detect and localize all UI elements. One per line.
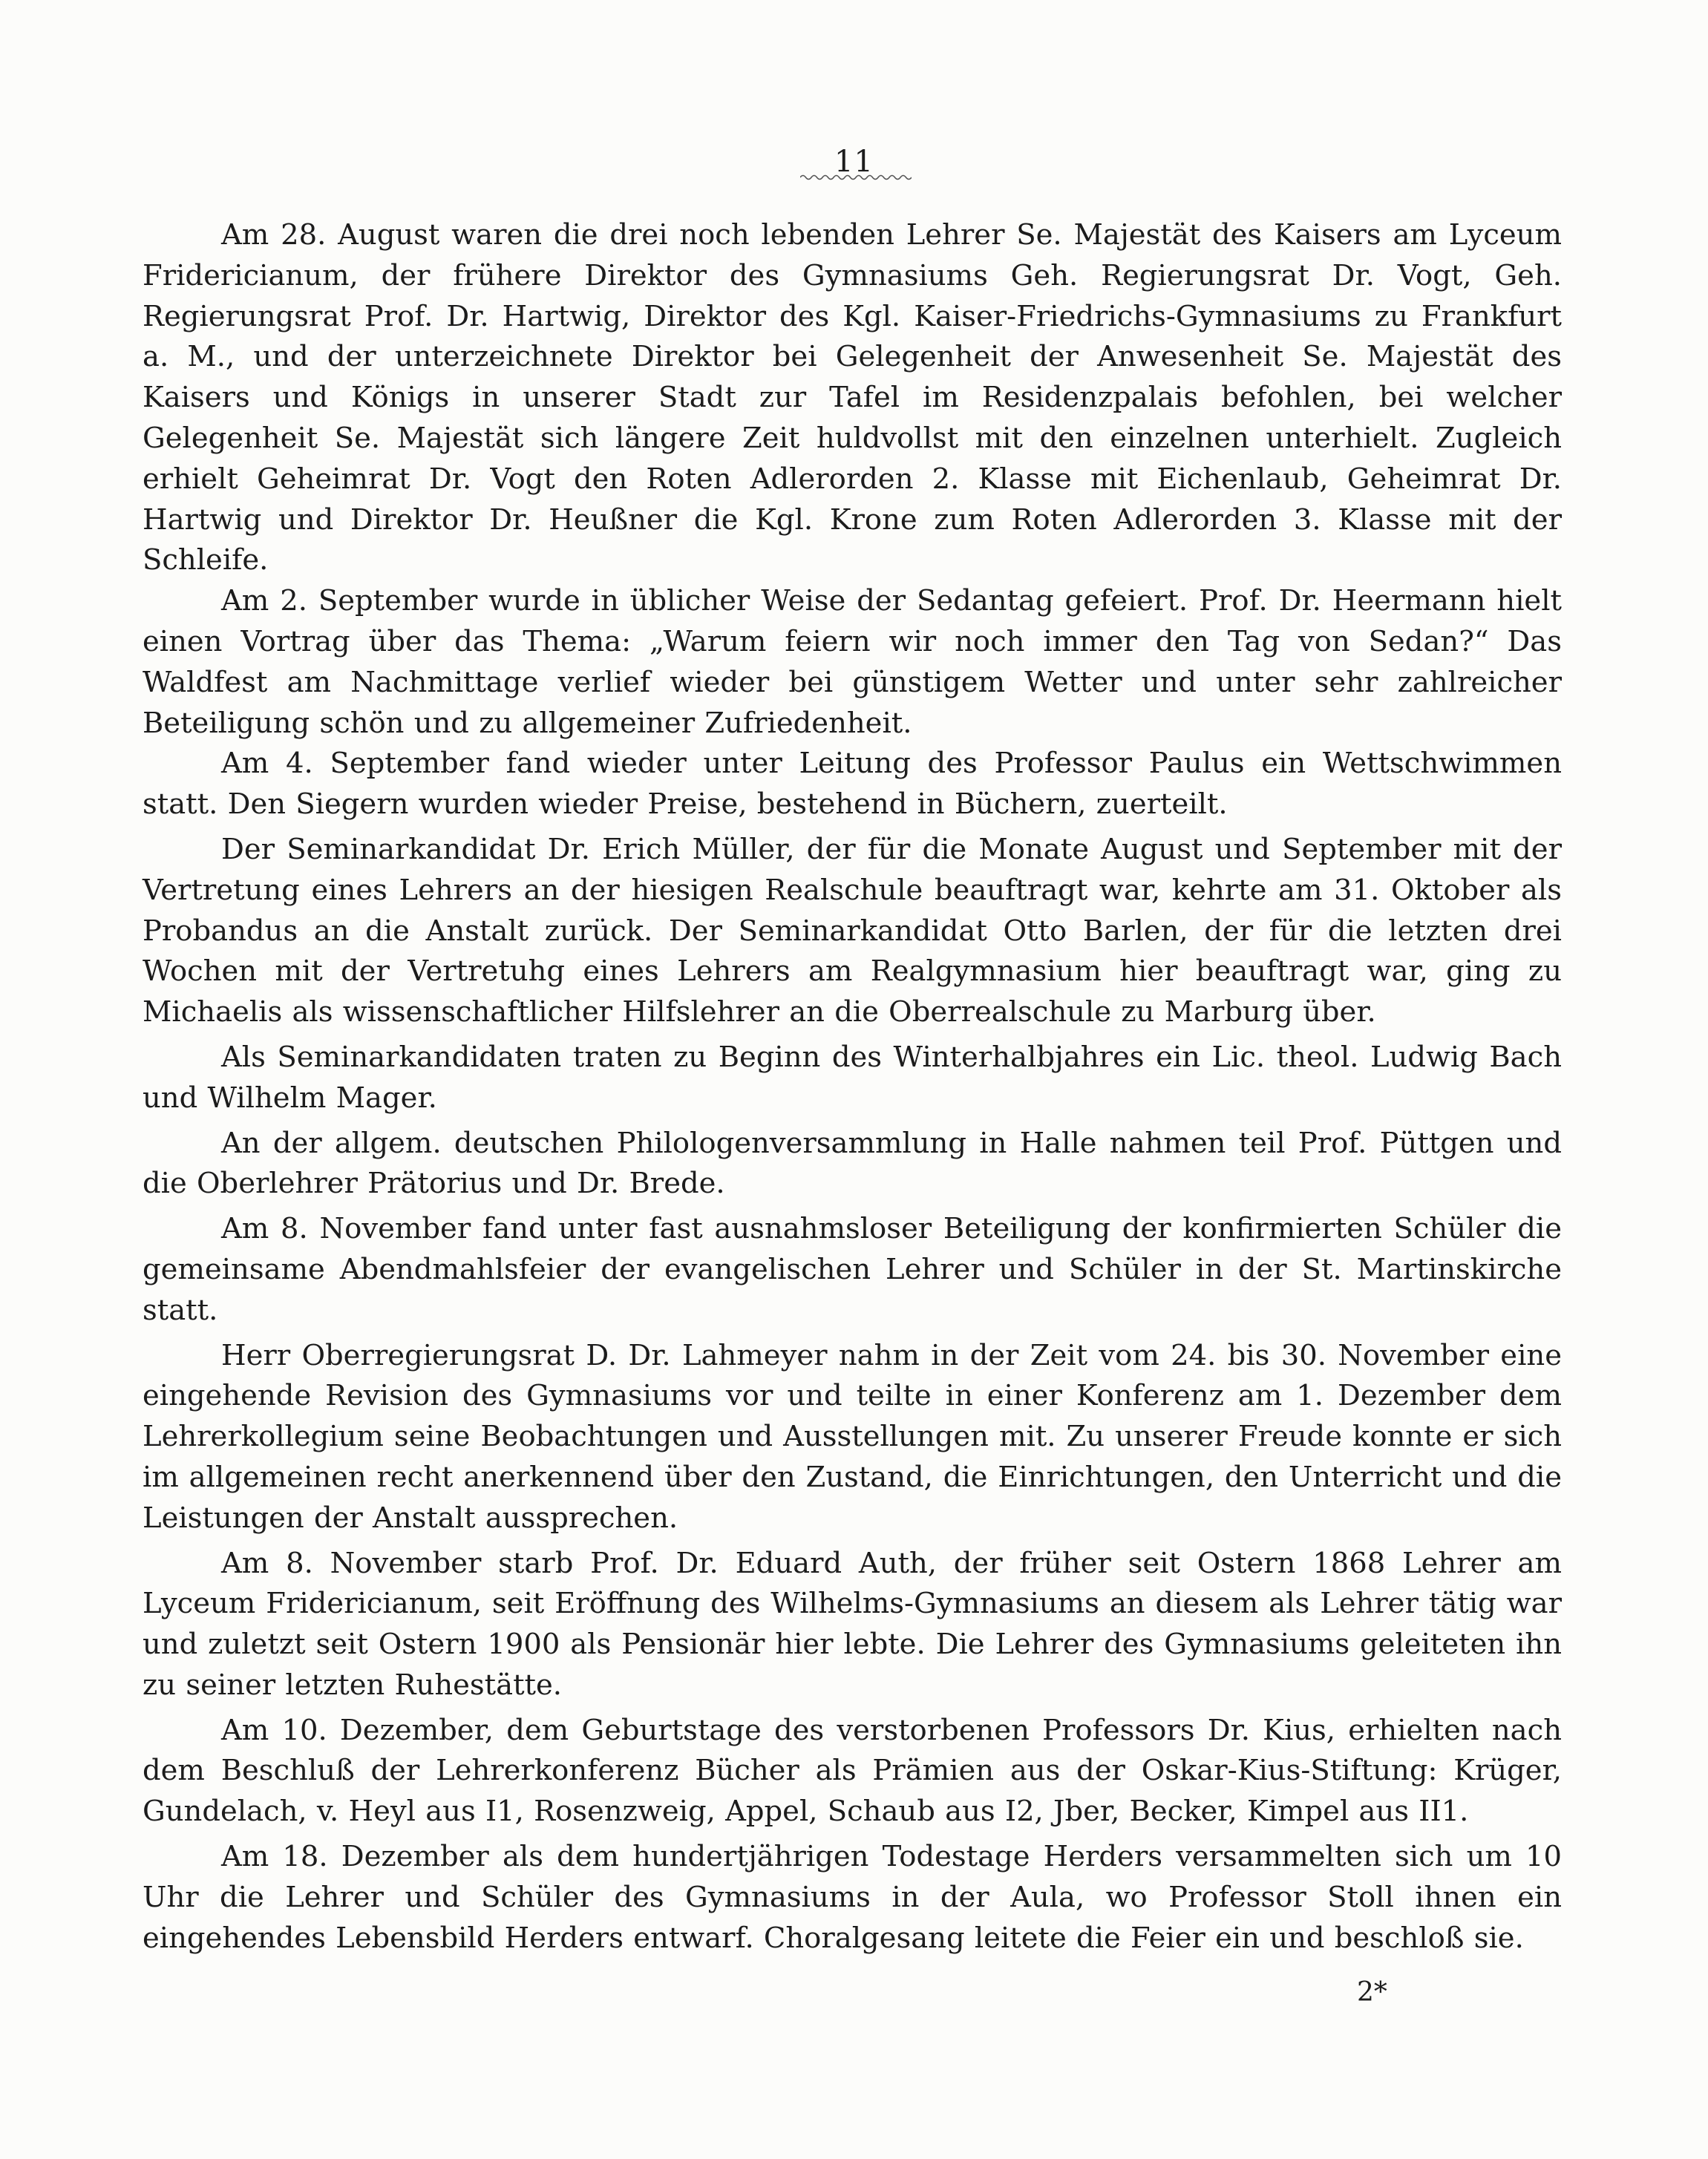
paragraph-abendmahlsfeier: Am 8. November fand unter fast ausnahmsloser Beteiligung der konfirmierten Schüler die gemeinsame Abendmahlsfeier der evangelischen Lehrer und Schüler in der St. Martinskirche statt. <box>143 1212 1562 1327</box>
paragraph-kius-stiftung: Am 10. Dezember, dem Geburtstage des verstorbenen Professors Dr. Kius, erhielten nach dem Beschluß der Lehrerkonferenz Bücher als Prämien aus der Oskar-Kius-Stiftung: Krüger, Gundelach, v. Heyl aus I1, Rosenzweig, Appel, Schaub aus I2, Jber, Becker, Kimpel aus II1. <box>143 1713 1562 1829</box>
body-text <box>143 215 1562 1959</box>
paragraph-auth-obituary: Am 8. November starb Prof. Dr. Eduard Auth, der früher seit Ostern 1868 Lehrer am Lyceum Fridericianum, seit Eröffnung des Wilhelms-Gymnasiums an diesem als Lehrer tätig war und zuletzt seit Ostern 1900 als Pensionär hier lebte. Die Lehrer des Gymnasiums geleiteten ihn zu seiner letzten Ruhestätte. <box>143 1546 1562 1702</box>
paragraph-revision: Herr Oberregierungsrat D. Dr. Lahmeyer nahm in der Zeit vom 24. bis 30. November eine eingehende Revision des Gymnasiums vor und teilte in einer Konferenz am 1. Dezember dem Lehrerkollegium seine Beobachtungen und Ausstellungen mit. Zu unserer Freude konnte er sich im allgemeinen recht anerkennend über den Zustand, die Einrichtungen, den Unterricht und die Leistungen der Anstalt aussprechen. <box>143 1338 1562 1535</box>
paragraph-kaiser-visit: Am 28. August waren die drei noch lebenden Lehrer Se. Majestät des Kaisers am Lyceum Fridericianum, der frühere Direktor des Gymnasiums Geh. Regierungsrat Dr. Vogt, Geh. Regierungsrat Prof. Dr. Hartwig, Direktor des Kgl. Kaiser-Friedrichs-Gymnasiums zu Frankfurt a. M., und der unterzeichnete Direktor bei Gelegenheit der Anwesenheit Se. Majestät des Kaisers und Königs in unserer Stadt zur Tafel im Residenzpalais befohlen, bei welcher Gelegenheit Se. Majestät sich längere Zeit huldvollst mit den einzelnen unterhielt. Zugleich erhielt Geheimrat Dr. Vogt den Roten Adlerorden 2. Klasse mit Eichenlaub, Geheimrat Dr. Hartwig und Direktor Dr. Heußner die Kgl. Krone zum Roten Adlerorden 3. Klasse mit der Schleife. <box>143 218 1562 577</box>
paragraph-seminarkandidaten-winter: Als Seminarkandidaten traten zu Beginn des Winterhalbjahres ein Lic. theol. Ludwig Bach und Wilhelm Mager. <box>143 1040 1562 1115</box>
wavy-rule-ornament <box>800 172 912 183</box>
paragraph-seminarkandidaten-vertretung: Der Seminarkandidat Dr. Erich Müller, der für die Monate August und September mit der Vertretung eines Lehrers an der hiesigen Realschule beauftragt war, kehrte am 31. Oktober als Probandus an die Anstalt zurück. Der Seminarkandidat Otto Barlen, der für die letzten drei Wochen mit der Vertretuhg eines Lehrers am Realgymnasium hier beauftragt war, ging zu Michaelis als wissenschaftlicher Hilfslehrer an die Oberrealschule zu Marburg über. <box>143 832 1562 1029</box>
signature-mark: 2* <box>1357 1977 1387 2008</box>
paragraph-herder-feier: Am 18. Dezember als dem hundertjährigen Todestage Herders versammelten sich um 10 Uhr die Lehrer und Schüler des Gymnasiums in der Aula, wo Professor Stoll ihnen ein eingehendes Lebensbild Herders entwarf. Choralgesang leitete die Feier ein und beschloß sie. <box>143 1840 1562 1955</box>
paragraph-philologenversammlung: An der allgem. deutschen Philologenversammlung in Halle nahmen teil Prof. Püttgen und die Oberlehrer Prätorius und Dr. Brede. <box>143 1126 1562 1201</box>
paragraph-sedantag: Am 2. September wurde in üblicher Weise der Sedantag gefeiert. Prof. Dr. Heermann hielt einen Vortrag über das Thema: „Warum feiern wir noch immer den Tag von Sedan?“ Das Waldfest am Nachmittage verlief wieder bei günstigem Wetter und unter sehr zahlreicher Beteiligung schön und zu allgemeiner Zufriedenheit. <box>143 584 1562 740</box>
paragraph-wettschwimmen: Am 4. September fand wieder unter Leitung des Professor Paulus ein Wettschwimmen statt. Den Siegern wurden wieder Preise, bestehend in Büchern, zuerteilt. <box>143 747 1562 822</box>
page-number: 11 <box>834 145 874 179</box>
